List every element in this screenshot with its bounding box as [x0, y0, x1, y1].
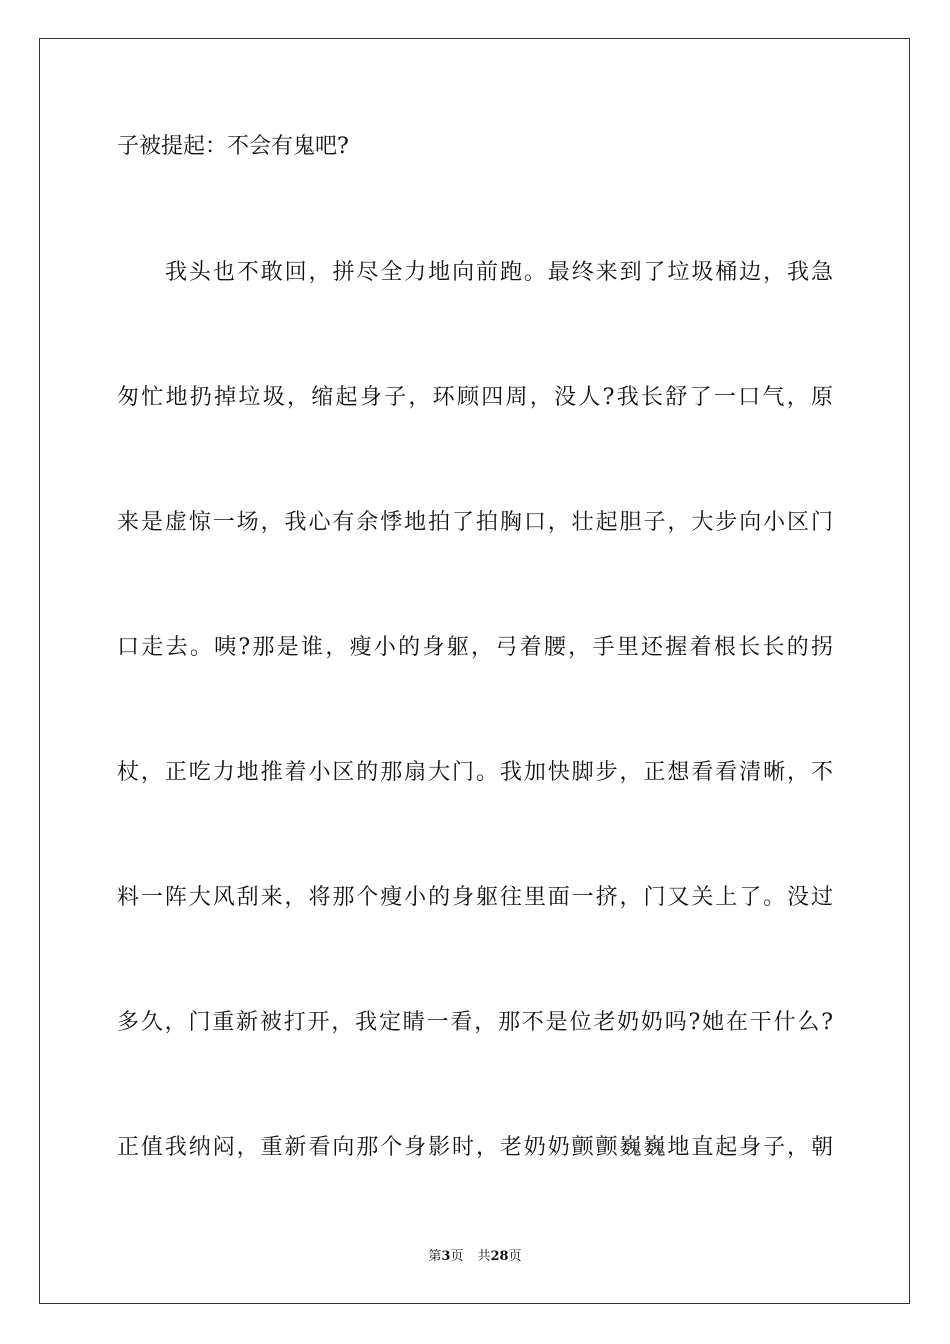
text-line-5: 口走去。咦?那是谁，瘦小的身躯，弓着腰，手里还握着根长长的拐: [117, 635, 833, 660]
total-suffix: 页: [508, 1249, 522, 1264]
text-line-6: 杖，正吃力地推着小区的那扇大门。我加快脚步，正想看看清晰，不: [117, 760, 833, 785]
text-line-9: 正值我纳闷，重新看向那个身影时，老奶奶颤颤巍巍地直起身子，朝: [117, 1135, 833, 1160]
total-prefix: 共: [477, 1249, 491, 1264]
total-pages: 28: [490, 1249, 509, 1264]
text-line-3: 匆忙地扔掉垃圾，缩起身子，环顾四周，没人?我长舒了一口气，原: [117, 385, 833, 410]
page-number: 3: [441, 1249, 451, 1264]
page-suffix: 页: [450, 1249, 464, 1264]
text-line-2: 我头也不敢回，拼尽全力地向前跑。最终来到了垃圾桶边，我急: [165, 260, 833, 285]
page-border: [39, 38, 910, 1304]
text-line-1: 子被提起：不会有鬼吧?: [117, 134, 349, 159]
text-line-8: 多久，门重新被打开，我定睛一看，那不是位老奶奶吗?她在干什么?: [117, 1010, 833, 1035]
text-line-4: 来是虚惊一场，我心有余悸地拍了拍胸口，壮起胆子，大步向小区门: [117, 510, 833, 535]
page-footer: [0, 1248, 950, 1266]
page-prefix: 第: [428, 1249, 442, 1264]
text-line-7: 料一阵大风刮来，将那个瘦小的身躯往里面一挤，门又关上了。没过: [117, 885, 833, 910]
